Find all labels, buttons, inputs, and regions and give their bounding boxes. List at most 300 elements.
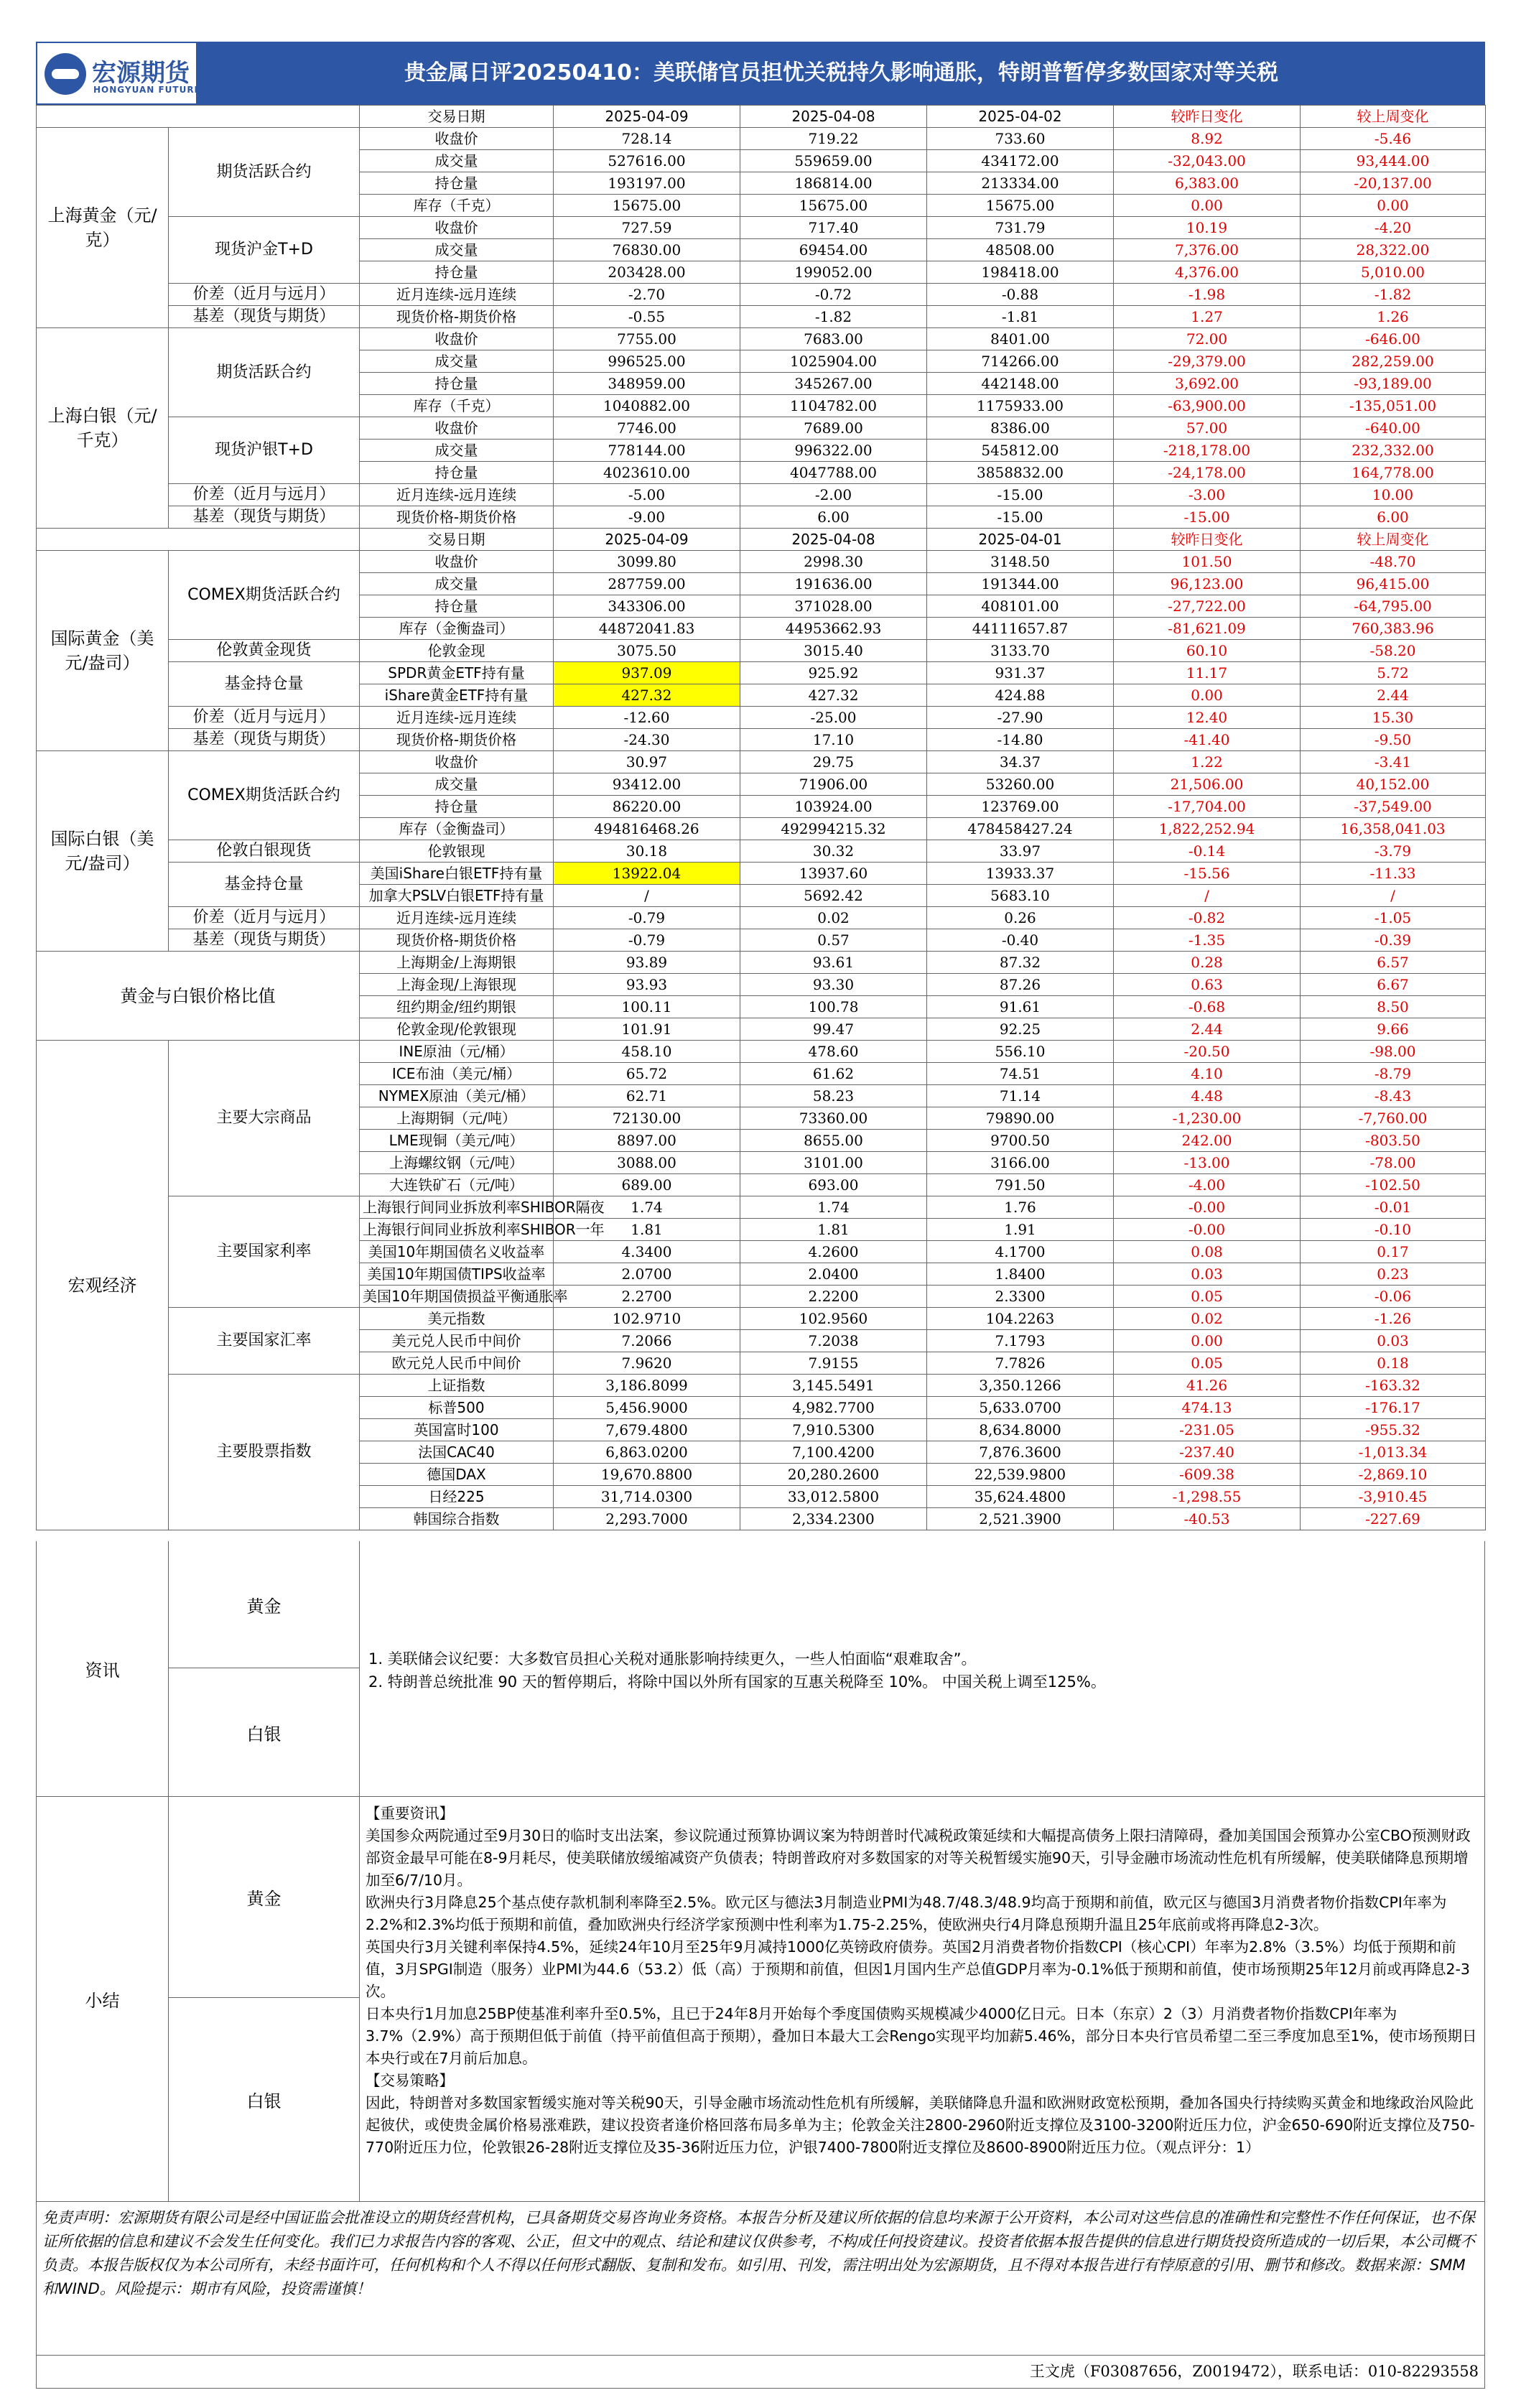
table-value-cell: -40.53 [1114,1508,1301,1530]
table-value-cell: 31,714.0300 [554,1486,740,1508]
table-value-cell: 287759.00 [554,573,740,595]
table-value-cell: 104.2263 [927,1308,1114,1330]
table-value-cell: 较上周变化 [1301,106,1486,128]
table-item-label: 欧元兑人民币中间价 [360,1352,554,1375]
table-row [37,907,1486,929]
table-value-cell: 2,293.7000 [554,1508,740,1530]
table-value-cell: -81,621.09 [1114,618,1301,640]
table-value-cell: 29.75 [740,751,927,773]
market-data-table [36,105,1486,1530]
table-item-label: 交易日期 [360,529,554,551]
table-item-label: 持仓量 [360,261,554,284]
table-value-cell: 15.30 [1301,707,1486,729]
table-value-cell: 6,863.0200 [554,1441,740,1464]
table-subgroup-label: 基差（现货与期货） [169,729,360,751]
table-value-cell: 760,383.96 [1301,618,1486,640]
table-value-cell: 40,152.00 [1301,773,1486,796]
table-value-cell: -4.00 [1114,1174,1301,1196]
table-value-cell: 232,332.00 [1301,440,1486,462]
table-item-label: 加拿大PSLV白银ETF持有量 [360,885,554,907]
table-value-cell: 778144.00 [554,440,740,462]
table-item-label: 伦敦金现/伦敦银现 [360,1018,554,1041]
table-value-cell: -237.40 [1114,1441,1301,1464]
table-value-cell: -1.05 [1301,907,1486,929]
table-value-cell: 1.74 [740,1196,927,1219]
table-value-cell: 0.05 [1114,1352,1301,1375]
table-value-cell: 21,506.00 [1114,773,1301,796]
table-value-cell: 689.00 [554,1174,740,1196]
table-value-cell: 931.37 [927,662,1114,684]
table-value-cell: 33.97 [927,840,1114,863]
table-group-label: 上海黄金（元/克） [37,128,169,328]
table-value-cell: -13.00 [1114,1152,1301,1174]
table-subgroup-label: 基差（现货与期货） [169,306,360,328]
table-value-cell: 20,280.2600 [740,1464,927,1486]
table-value-cell: 714266.00 [927,350,1114,373]
table-value-cell: -14.80 [927,729,1114,751]
table-value-cell: 2.2700 [554,1286,740,1308]
logo-text-en: HONGYUAN FUTURES [93,85,208,95]
table-row [37,217,1486,239]
table-value-cell: 191344.00 [927,573,1114,595]
table-value-cell: 15675.00 [554,195,740,217]
table-group-label: 宏观经济 [37,1041,169,1530]
table-group-label: 上海白银（元/千克） [37,328,169,529]
table-subgroup-label: 伦敦白银现货 [169,840,360,863]
table-value-cell: 186814.00 [740,172,927,195]
table-value-cell: 4023610.00 [554,462,740,484]
table-cell-blank [37,529,360,551]
table-value-cell: -163.32 [1301,1375,1486,1397]
table-value-cell: -15.00 [927,484,1114,506]
table-header-row [37,106,1486,128]
table-value-cell: 62.71 [554,1085,740,1107]
table-value-cell: 15675.00 [927,195,1114,217]
table-value-cell: 7.1793 [927,1330,1114,1352]
table-value-cell: 79890.00 [927,1107,1114,1130]
table-value-cell: 3101.00 [740,1152,927,1174]
table-value-cell: -24.30 [554,729,740,751]
table-value-cell: 100.78 [740,996,927,1018]
table-value-cell: 1.22 [1114,751,1301,773]
table-value-cell: 4,982.7700 [740,1397,927,1419]
table-value-cell: 93.93 [554,974,740,996]
table-value-cell: 731.79 [927,217,1114,239]
table-value-cell: 1.81 [740,1219,927,1241]
table-value-cell: 0.18 [1301,1352,1486,1375]
table-value-cell: -0.00 [1114,1219,1301,1241]
table-header-row [37,529,1486,551]
table-item-label: 美国10年期国债损益平衡通胀率 [360,1286,554,1308]
table-value-cell: 408101.00 [927,595,1114,618]
table-row [37,506,1486,529]
table-item-label: 美元兑人民币中间价 [360,1330,554,1352]
table-value-cell: -58.20 [1301,640,1486,662]
table-value-cell: 2.0400 [740,1263,927,1286]
table-value-cell: -1.81 [927,306,1114,328]
analyst-contact: 王文虎（F03087656，Z0019472），联系电话：010-82293558 [36,2356,1485,2389]
table-subgroup-label: 价差（近月与远月） [169,284,360,306]
table-value-cell: 102.9560 [740,1308,927,1330]
table-item-label: 成交量 [360,150,554,172]
table-item-label: 法国CAC40 [360,1441,554,1464]
table-value-cell: 12.40 [1114,707,1301,729]
table-item-label: 成交量 [360,773,554,796]
news-content [368,1647,1477,1693]
table-value-cell: 494816468.26 [554,818,740,840]
table-value-cell: 478458427.24 [927,818,1114,840]
table-value-cell: 164,778.00 [1301,462,1486,484]
table-value-cell: 2025-04-09 [554,529,740,551]
table-value-cell: 0.03 [1301,1330,1486,1352]
table-value-cell: 0.28 [1114,952,1301,974]
table-value-cell: -93,189.00 [1301,373,1486,395]
table-value-cell: 203428.00 [554,261,740,284]
table-value-cell: 7.7826 [927,1352,1114,1375]
table-value-cell: 19,670.8800 [554,1464,740,1486]
table-value-cell: -78.00 [1301,1152,1486,1174]
table-value-cell: -32,043.00 [1114,150,1301,172]
table-value-cell: 6.00 [740,506,927,529]
table-row [37,640,1486,662]
table-value-cell: 1.91 [927,1219,1114,1241]
logo-text-cn: 宏源期货 [92,59,190,88]
summary-heading-news: 【重要资讯】 [366,1805,454,1822]
table-value-cell: 60.10 [1114,640,1301,662]
table-value-cell: 371028.00 [740,595,927,618]
table-item-label: 现货价格-期货价格 [360,506,554,529]
table-row [37,128,1486,150]
table-value-cell: 8.50 [1301,996,1486,1018]
news-label: 资讯 [37,1541,169,1796]
table-item-label: 持仓量 [360,796,554,818]
table-value-cell: 较上周变化 [1301,529,1486,551]
table-subgroup-label: 伦敦黄金现货 [169,640,360,662]
table-value-cell: 35,624.4800 [927,1486,1114,1508]
table-subgroup-label: 价差（近月与远月） [169,707,360,729]
table-value-cell: 7,679.4800 [554,1419,740,1441]
table-value-cell: 10.00 [1301,484,1486,506]
report-title: 贵金属日评20250410：美联储官员担忧关税持久影响通胀，特朗普暂停多数国家对等关税 [404,60,1278,85]
table-value-cell: 7.9620 [554,1352,740,1375]
table-subgroup-label: COMEX期货活跃合约 [169,751,360,840]
table-value-cell: 2998.30 [740,551,927,573]
news-category-column [169,1541,360,1796]
table-row [37,306,1486,328]
table-value-cell: 1025904.00 [740,350,927,373]
table-value-cell: 8655.00 [740,1130,927,1152]
table-value-cell: -98.00 [1301,1041,1486,1063]
table-row [37,484,1486,506]
table-value-cell: -0.01 [1301,1196,1486,1219]
table-value-cell: 996525.00 [554,350,740,373]
table-value-cell: 2025-04-01 [927,529,1114,551]
table-item-label: 收盘价 [360,751,554,773]
table-row [37,1308,1486,1330]
table-row [37,284,1486,306]
table-row [37,707,1486,729]
table-value-cell: 34.37 [927,751,1114,773]
table-value-cell: -29,379.00 [1114,350,1301,373]
table-value-cell: -955.32 [1301,1419,1486,1441]
table-value-cell: 93.89 [554,952,740,974]
table-value-cell: 458.10 [554,1041,740,1063]
table-item-label: INE原油（元/桶） [360,1041,554,1063]
table-value-cell: 15675.00 [740,195,927,217]
table-value-cell: -0.40 [927,929,1114,952]
table-item-label: LME现铜（美元/吨） [360,1130,554,1152]
table-item-label: 上海银行间同业拆放利率SHIBOR一年 [360,1219,554,1241]
news-item: 1. 美联储会议纪要：大多数官员担心关税对通胀影响持续更久，一些人怕面临“艰难取舍”。 [368,1650,977,1668]
table-value-cell: 0.26 [927,907,1114,929]
news-gold-label: 黄金 [169,1541,359,1668]
table-value-cell: 0.23 [1301,1263,1486,1286]
table-value-cell: 8401.00 [927,328,1114,350]
table-value-cell: -1,013.34 [1301,1441,1486,1464]
table-value-cell: 44872041.83 [554,618,740,640]
summary-paragraph-uk: 英国央行3月关键利率保持4.5%，延续24年10月至25年9月减持1000亿英镑政府债券。英国2月消费者物价指数CPI（核心CPI）年率为2.8%（3.5%）均低于预期和前值，3月SPGI制造（服务）业PMI为44.6（53.2）低（高）于预期和前值，但因1月国内生产总值GDP月率为-0.1%低于预期和前值，使市场预期25年12月前或再降息2-3次。 [366,1938,1470,2000]
table-value-cell: 2025-04-09 [554,106,740,128]
table-value-cell: -8.79 [1301,1063,1486,1085]
table-item-label: 成交量 [360,239,554,261]
table-value-cell: 8.92 [1114,128,1301,150]
table-value-cell: -102.50 [1301,1174,1486,1196]
summary-paragraph-us: 美国参众两院通过至9月30日的临时支出法案，参议院通过预算协调议案为特朗普时代减税政策延续和大幅提高债务上限扫清障碍，叠加美国国会预算办公室CBO预测财政部资金最早可能在8-9月耗尽，使美联储放缓缩减资产负债表；特朗普政府对多数国家的对等关税暂缓实施90天，引导金融市场流动性危机有所缓解，使美联储降息预期增加至6/7/10月。 [366,1827,1471,1889]
table-value-cell: 282,259.00 [1301,350,1486,373]
table-value-cell: -41.40 [1114,729,1301,751]
table-value-cell: 5,010.00 [1301,261,1486,284]
table-item-label: 美元指数 [360,1308,554,1330]
table-value-cell: 0.08 [1114,1241,1301,1263]
table-subgroup-label: 主要大宗商品 [169,1041,360,1196]
table-value-cell: 72130.00 [554,1107,740,1130]
table-value-cell: 87.26 [927,974,1114,996]
table-value-cell: 10.19 [1114,217,1301,239]
table-row [37,1375,1486,1397]
table-item-label: iShare黄金ETF持有量 [360,684,554,707]
table-value-cell: -3.79 [1301,840,1486,863]
table-value-cell: 100.11 [554,996,740,1018]
table-value-cell: 99.47 [740,1018,927,1041]
table-item-label: 库存（金衡盎司） [360,818,554,840]
table-row [37,751,1486,773]
report-header [36,42,1485,105]
table-value-cell: 7746.00 [554,417,740,440]
table-value-cell: 87.32 [927,952,1114,974]
table-value-cell: 5,633.0700 [927,1397,1114,1419]
table-value-cell: 8386.00 [927,417,1114,440]
table-value-cell: -231.05 [1114,1419,1301,1441]
table-value-cell: -1.35 [1114,929,1301,952]
table-value-cell: 1175933.00 [927,395,1114,417]
table-value-cell: 1.81 [554,1219,740,1241]
table-item-label: 收盘价 [360,217,554,239]
table-value-cell: -5.46 [1301,128,1486,150]
table-value-cell: 较昨日变化 [1114,529,1301,551]
logo-mark-icon [45,53,86,95]
table-value-cell: 3,350.1266 [927,1375,1114,1397]
table-value-cell: 2,521.3900 [927,1508,1114,1530]
table-value-cell: 8897.00 [554,1130,740,1152]
table-value-cell: 693.00 [740,1174,927,1196]
table-value-cell: 71.14 [927,1085,1114,1107]
table-value-cell: -2.70 [554,284,740,306]
table-value-cell: 6.00 [1301,506,1486,529]
table-item-label: 美国10年期国债TIPS收益率 [360,1263,554,1286]
summary-gold-label: 黄金 [169,1797,359,1998]
table-value-cell: -15.00 [1114,506,1301,529]
table-value-cell: 424.88 [927,684,1114,707]
table-value-cell: 4047788.00 [740,462,927,484]
table-value-cell: -0.06 [1301,1286,1486,1308]
table-value-cell: 7.9155 [740,1352,927,1375]
table-value-cell: -15.00 [927,506,1114,529]
table-value-cell: 74.51 [927,1063,1114,1085]
table-value-cell: 9.66 [1301,1018,1486,1041]
table-item-label: 持仓量 [360,462,554,484]
table-value-cell: -24,178.00 [1114,462,1301,484]
table-value-cell: 727.59 [554,217,740,239]
table-value-cell: 0.00 [1301,195,1486,217]
table-value-cell: 11.17 [1114,662,1301,684]
table-value-cell: 474.13 [1114,1397,1301,1419]
summary-paragraph-strategy: 因此，特朗普对多数国家暂缓实施对等关税90天，引导金融市场流动性危机有所缓解，美联储降息升温和欧洲财政宽松预期，叠加各国央行持续购买黄金和地缘政治风险此起彼伏，或使贵金属价格易涨难跌，建议投资者逢价格回落布局多单为主；伦敦金关注2800-2960附近支撑位及3100-3200附近压力位，沪金650-690附近支撑位及750-770附近压力位，伦敦银26-28附近支撑位及35-36附近压力位，沪银7400-7800附近支撑位及8600-8900附近压力位。（观点评分：1） [366,2094,1475,2156]
table-value-cell: 5.72 [1301,662,1486,684]
table-subgroup-label: 基金持仓量 [169,662,360,707]
table-value-cell: 527616.00 [554,150,740,172]
company-logo [36,42,208,105]
table-value-cell: -0.79 [554,907,740,929]
table-subgroup-label: 基差（现货与期货） [169,506,360,529]
table-value-cell: 1,822,252.94 [1114,818,1301,840]
table-row [37,952,1486,974]
table-value-cell: 733.60 [927,128,1114,150]
table-item-label: 日经225 [360,1486,554,1508]
table-row [37,729,1486,751]
table-value-cell: -9.50 [1301,729,1486,751]
table-value-cell: 86220.00 [554,796,740,818]
table-item-label: 近月连续-远月连续 [360,284,554,306]
table-value-cell: 28,322.00 [1301,239,1486,261]
table-value-cell: -176.17 [1301,1397,1486,1419]
table-item-label: 现货价格-期货价格 [360,306,554,328]
table-value-cell: / [1114,885,1301,907]
table-value-cell: 3,145.5491 [740,1375,927,1397]
table-value-cell: 93,444.00 [1301,150,1486,172]
table-value-cell: 102.9710 [554,1308,740,1330]
table-item-label: 上海银行间同业拆放利率SHIBOR隔夜 [360,1196,554,1219]
table-value-cell: 9700.50 [927,1130,1114,1152]
table-value-cell: 7,876.3600 [927,1441,1114,1464]
table-value-cell: 0.57 [740,929,927,952]
table-value-cell: 103924.00 [740,796,927,818]
table-value-cell: -0.82 [1114,907,1301,929]
table-subgroup-label: 价差（近月与远月） [169,907,360,929]
table-group-label: 国际黄金（美元/盎司） [37,551,169,751]
table-item-label: 库存（千克） [360,195,554,217]
table-value-cell: -609.38 [1114,1464,1301,1486]
table-value-cell: -64,795.00 [1301,595,1486,618]
table-value-cell: -17,704.00 [1114,796,1301,818]
table-value-cell: -1.26 [1301,1308,1486,1330]
table-value-cell: -227.69 [1301,1508,1486,1530]
table-row [37,840,1486,863]
table-value-cell: 3858832.00 [927,462,1114,484]
table-value-cell: 556.10 [927,1041,1114,1063]
table-subgroup-label: 基差（现货与期货） [169,929,360,952]
table-value-cell: 3015.40 [740,640,927,662]
table-value-cell: 728.14 [554,128,740,150]
table-value-cell: 7755.00 [554,328,740,350]
table-value-cell: 198418.00 [927,261,1114,284]
table-value-cell: 65.72 [554,1063,740,1085]
table-value-cell: 442148.00 [927,373,1114,395]
table-value-cell: 7.2038 [740,1330,927,1352]
table-item-label: 伦敦金现 [360,640,554,662]
table-item-label: 库存（千克） [360,395,554,417]
table-value-cell: 4.48 [1114,1085,1301,1107]
table-value-cell: 3,692.00 [1114,373,1301,395]
table-item-label: ICE布油（美元/桶） [360,1063,554,1085]
table-value-cell: 1.76 [927,1196,1114,1219]
table-subgroup-label: 期货活跃合约 [169,128,360,217]
table-value-cell: -0.14 [1114,840,1301,863]
table-row [37,662,1486,684]
table-value-cell: -25.00 [740,707,927,729]
table-value-cell: 101.91 [554,1018,740,1041]
table-value-cell: -640.00 [1301,417,1486,440]
table-value-cell: 0.00 [1114,195,1301,217]
table-value-cell: 7689.00 [740,417,927,440]
table-item-label: 现货价格-期货价格 [360,929,554,952]
table-value-cell: 123769.00 [927,796,1114,818]
table-value-cell: -1.82 [1301,284,1486,306]
table-group-label: 国际白银（美元/盎司） [37,751,169,952]
table-item-label: 收盘价 [360,417,554,440]
table-value-cell: 213334.00 [927,172,1114,195]
table-value-cell: 478.60 [740,1041,927,1063]
table-value-cell: -15.56 [1114,863,1301,885]
table-item-label: 韩国综合指数 [360,1508,554,1530]
table-value-cell: 4,376.00 [1114,261,1301,284]
table-row [37,551,1486,573]
table-value-cell: 53260.00 [927,773,1114,796]
table-value-cell: 7,376.00 [1114,239,1301,261]
table-subgroup-label: 主要股票指数 [169,1375,360,1530]
table-item-label: 上海金现/上海银现 [360,974,554,996]
table-value-cell: 96,123.00 [1114,573,1301,595]
table-value-cell: 91.61 [927,996,1114,1018]
table-item-label: 美国iShare白银ETF持有量 [360,863,554,885]
table-value-cell: 345267.00 [740,373,927,395]
table-value-cell: 7,910.5300 [740,1419,927,1441]
table-value-cell: 0.00 [1114,1330,1301,1352]
table-value-cell: 76830.00 [554,239,740,261]
table-value-cell: -0.10 [1301,1219,1486,1241]
table-value-cell: -48.70 [1301,551,1486,573]
table-value-cell: -4.20 [1301,217,1486,239]
table-value-cell: -1.98 [1114,284,1301,306]
table-value-cell: 0.02 [1114,1308,1301,1330]
disclaimer: 免责声明：宏源期货有限公司是经中国证监会批准设立的期货经营机构，已具备期货交易咨询业务资格。本报告分析及建议所依据的信息均来源于公开资料，本公司对这些信息的准确性和完整性不作任何保证，也不保证所依据的信息和建议不会发生任何变化。我们已力求报告内容的客观、公正，但文中的观点、结论和建议仅供参考，不构成任何投资建议。投资者依据本报告提供的信息进行期货投资所造成的一切后果，本公司概不负责。本报告版权仅为本公司所有，未经书面许可，任何机构和个人不得以任何形式翻版、复制和发布。如引用、刊发，需注明出处为宏源期货，且不得对本报告进行有悖原意的引用、删节和修改。数据来源：SMM和WIND。风险提示：期市有风险，投资需谨慎！ [36,2202,1485,2356]
table-value-cell: -2.00 [740,484,927,506]
table-value-cell: -27.90 [927,707,1114,729]
table-value-cell: 434172.00 [927,150,1114,172]
table-row [37,1041,1486,1063]
table-value-cell: 6,383.00 [1114,172,1301,195]
table-value-cell: 0.05 [1114,1286,1301,1308]
table-value-cell: 1104782.00 [740,395,927,417]
